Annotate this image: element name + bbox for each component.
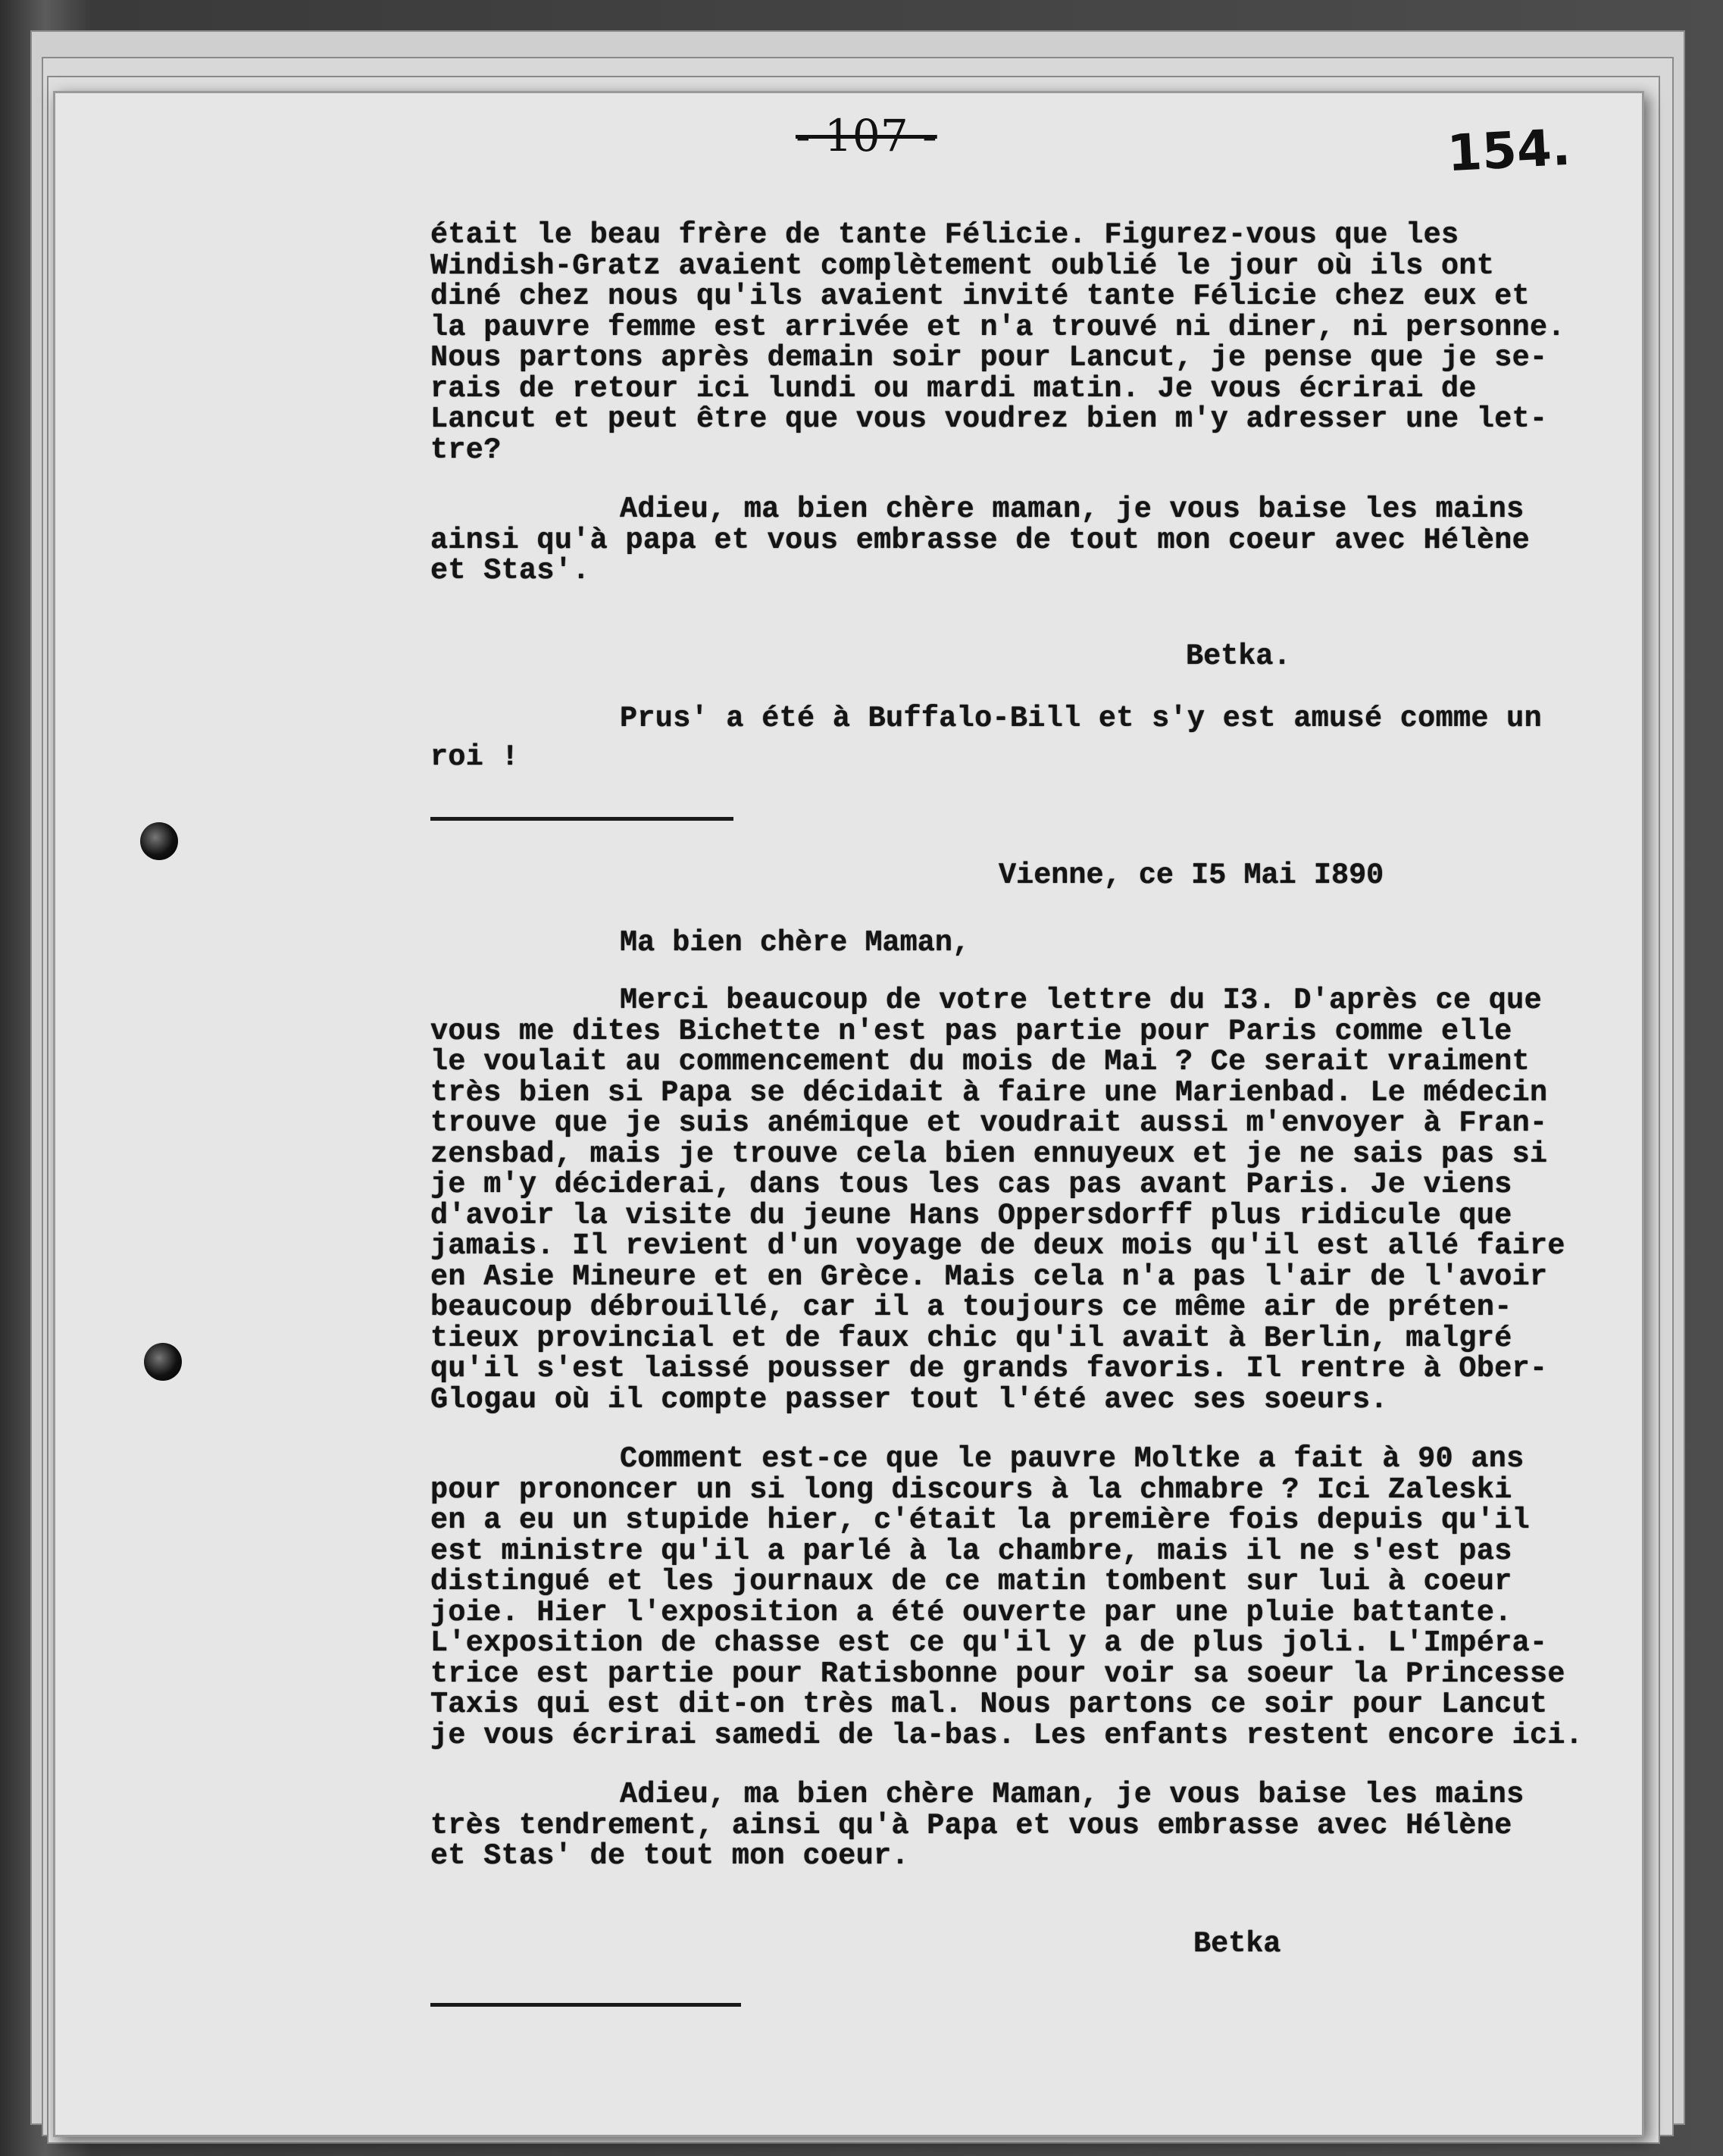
text-line: Windish-Gratz avaient complètement oublié le jour où ils ont [430,249,1495,283]
letter2-signature: Betka [1193,1927,1281,1960]
text-line: la pauvre femme est arrivée et n'a trouvé ni diner, ni personne. [430,310,1565,344]
text-line: diné chez nous qu'ils avaient invité tante Félicie chez eux et [430,280,1531,313]
text-line: Glogau où il compte passer tout l'été avec ses soeurs. [430,1382,1388,1416]
text-line: d'avoir la visite du jeune Hans Oppersdorff plus ridicule que [430,1198,1512,1232]
text-line: rais de retour ici lundi ou mardi matin. Je vous écrirai de [430,371,1477,405]
letter2-paragraph [430,985,1628,1415]
text-line: et Stas' de tout mon coeur. [430,1839,909,1873]
text-line: Adieu, ma bien chère Maman, je vous baise les mains [620,1778,1524,1811]
text-line: jamais. Il revient d'un voyage de deux mois qu'il est allé faire [430,1229,1565,1263]
letter1-paragraph [430,220,1628,465]
letter1-signature: Betka. [1186,640,1291,673]
text-line: beaucoup débrouillé, car il a toujours ce même air de préten- [430,1291,1512,1324]
text-line: Lancut et peut être que vous voudrez bien m'y adresser une let- [430,402,1548,436]
text-line: Comment est-ce que le pauvre Moltke a fait à 90 ans [620,1442,1524,1475]
section-divider [430,2003,741,2007]
text-line: qu'il s'est laissé pousser de grands favoris. Il rentre à Ober- [430,1352,1548,1385]
page-number-text: - 107 - [796,110,937,161]
section-divider [430,817,733,821]
text-line: joie. Hier l'exposition a été ouverte par une pluie battante. [430,1595,1512,1629]
text-line: Adieu, ma bien chère maman, je vous baise les mains [620,493,1524,526]
text-line: distingué et les journaux de ce matin tombent sur lui à coeur [430,1565,1512,1598]
text-line: L'exposition de chasse est ce qu'il y a de plus joli. L'Impéra- [430,1626,1548,1660]
letter2-closing [430,1779,1628,1872]
text-line: en a eu un stupide hier, c'était la première fois depuis qu'il [430,1504,1531,1537]
text-line: zensbad, mais je trouve cela bien ennuyeux et je ne sais pas si [430,1137,1548,1171]
text-line: très bien si Papa se décidait à faire une Marienbad. Le médecin [430,1075,1548,1109]
letter2-dateline: Vienne, ce I5 Mai I890 [999,859,1384,892]
folio-number: 154. [1446,117,1572,183]
text-line: était le beau frère de tante Félicie. Figurez-vous que les [430,218,1459,252]
text-line: Taxis qui est dit-on très mal. Nous partons ce soir pour Lancut [430,1688,1548,1721]
text-line: trouve que je suis anémique et voudrait aussi m'envoyer à Fran- [430,1106,1548,1140]
text-line: Merci beaucoup de votre lettre du I3. D'après ce que [620,984,1542,1017]
text-line: tre? [430,433,502,467]
letter1-postscript [430,703,1628,772]
page-number [796,110,937,161]
text-line: je m'y déciderai, dans tous les cas pas avant Paris. Je viens [430,1168,1512,1201]
text-line: Nous partons après demain soir pour Lancut, je pense que je se- [430,341,1548,374]
text-line: pour prononcer un si long discours à la chmabre ? Ici Zaleski [430,1472,1512,1507]
letter1-closing [430,494,1628,587]
letter2-body [430,985,1628,1872]
text-line: vous me dites Bichette n'est pas partie pour Paris comme elle [430,1014,1512,1048]
text-line: trice est partie pour Ratisbonne pour voir sa soeur la Princesse [430,1657,1565,1691]
text-line: et Stas'. [430,554,590,587]
letter-body [430,220,1628,587]
text-line: Prus' a été à Buffalo-Bill et s'y est amusé comme un [620,702,1542,735]
letter2-paragraph [430,1444,1628,1751]
letter2-salutation: Ma bien chère Maman, [620,926,971,959]
text-line: très tendrement, ainsi qu'à Papa et vous embrasse avec Hélène [430,1808,1512,1842]
text-line: je vous écrirai samedi de la-bas. Les enfants restent encore ici. [430,1718,1584,1752]
punch-hole [140,822,178,860]
text-line: roi ! [430,740,520,774]
text-line: en Asie Mineure et en Grèce. Mais cela n'a pas l'air de l'avoir [430,1259,1548,1294]
text-line: tieux provincial et de faux chic qu'il avait à Berlin, malgré [430,1321,1512,1355]
text-line: est ministre qu'il a parlé à la chambre, mais il ne s'est pas [430,1534,1512,1568]
text-line: le voulait au commencement du mois de Mai ? Ce serait vraiment [430,1045,1531,1078]
text-line: ainsi qu'à papa et vous embrasse de tout mon coeur avec Hélène [430,523,1531,557]
punch-hole [144,1343,182,1381]
